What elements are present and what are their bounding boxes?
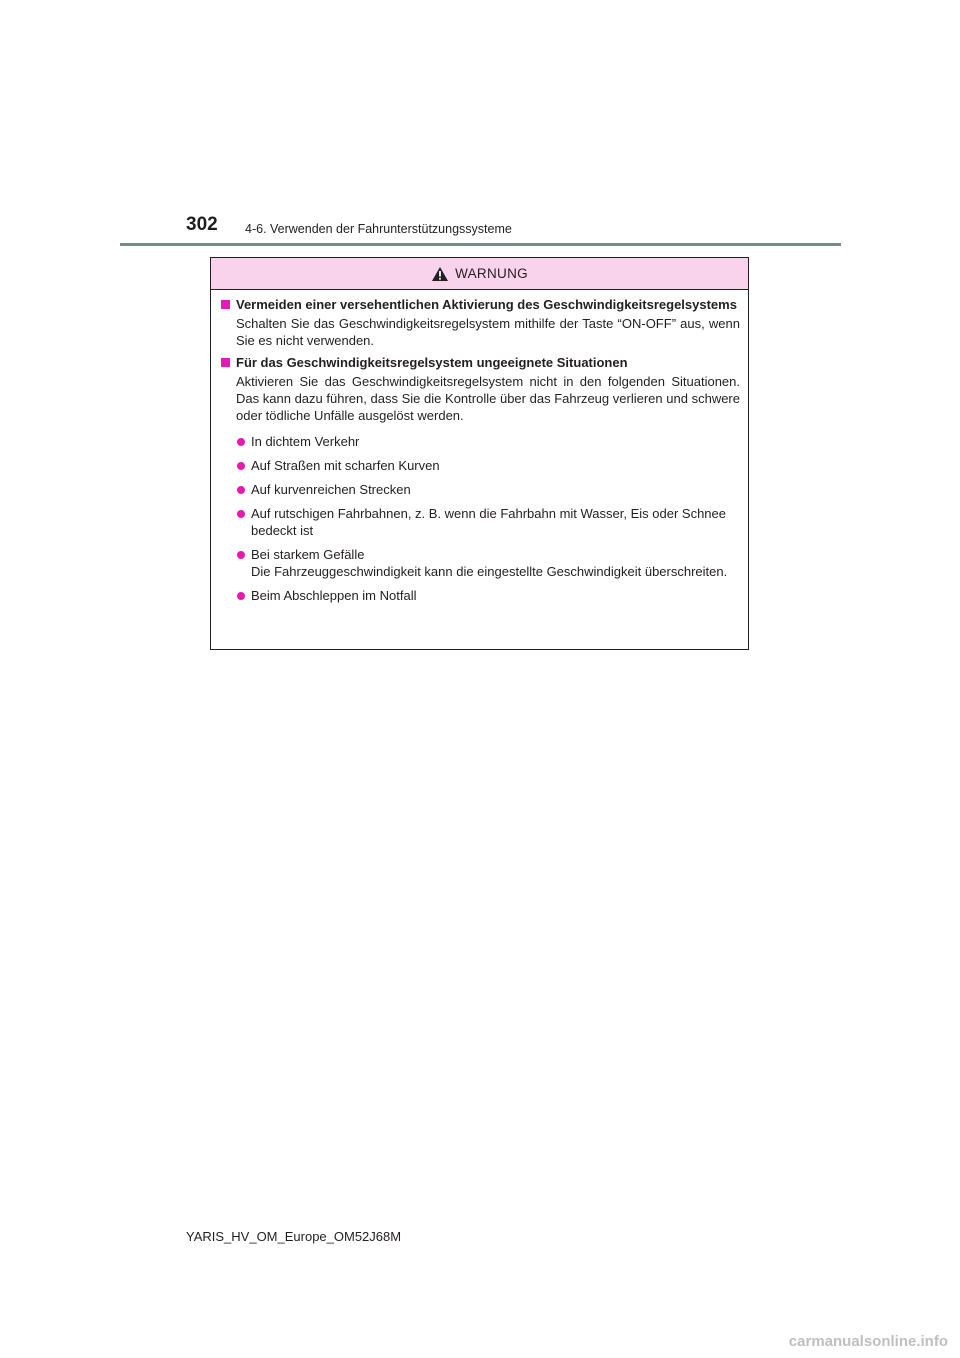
bullet-text: In dichtem Verkehr	[251, 434, 360, 449]
list-item	[219, 433, 740, 450]
bullet-text: Beim Abschleppen im Notfall	[251, 588, 417, 603]
warning-triangle-icon	[431, 266, 449, 282]
bullet-text: Auf kurvenreichen Strecken	[251, 482, 411, 497]
list-item	[219, 481, 740, 498]
bullet-main: Bei starkem Gefälle	[251, 547, 365, 562]
warning-header	[211, 258, 748, 290]
watermark: carmanualsonline.info	[788, 1333, 948, 1350]
dot-bullet-icon	[237, 551, 245, 559]
dot-bullet-icon	[237, 486, 245, 494]
square-bullet-icon	[221, 300, 230, 309]
warning-item	[219, 296, 740, 313]
dot-bullet-icon	[237, 438, 245, 446]
item-text: Aktivieren Sie das Geschwindigkeitsregelsystem nicht in den folgenden Situationen. Das kann dazu führen, dass Sie die Kontrolle über das Fahrzeug verlieren und schwere oder tödliche Unfälle ausgelöst werden.	[236, 374, 740, 423]
item-text: Schalten Sie das Geschwindigkeitsregelsystem mithilfe der Taste “ON-OFF” aus, wenn Sie es nicht verwenden.	[236, 316, 740, 348]
section-title: 4-6. Verwenden der Fahrunterstützungssysteme	[245, 222, 512, 236]
footer-doc-code: YARIS_HV_OM_Europe_OM52J68M	[186, 1229, 402, 1244]
warning-body	[211, 290, 748, 604]
square-bullet-icon	[221, 358, 230, 367]
header-rule	[120, 243, 841, 246]
warning-box	[210, 257, 749, 650]
dot-bullet-icon	[237, 462, 245, 470]
list-item	[219, 457, 740, 474]
list-item	[219, 587, 740, 604]
bullet-text: Auf rutschigen Fahrbahnen, z. B. wenn die Fahrbahn mit Wasser, Eis oder Schnee bedeckt ist	[251, 506, 726, 538]
page-number: 302	[186, 214, 218, 235]
bullet-note: Die Fahrzeuggeschwindigkeit kann die eingestellte Geschwindigkeit überschreiten.	[251, 564, 728, 579]
warning-item	[219, 354, 740, 371]
list-item	[219, 505, 740, 539]
bullet-text: Auf Straßen mit scharfen Kurven	[251, 458, 440, 473]
item-heading: Für das Geschwindigkeitsregelsystem ungeeignete Situationen	[236, 355, 628, 370]
warning-title: WARNUNG	[455, 266, 528, 281]
bullet-text	[251, 546, 740, 580]
item-heading: Vermeiden einer versehentlichen Aktivierung des Geschwindigkeitsregelsystems	[236, 297, 737, 312]
dot-bullet-icon	[237, 510, 245, 518]
list-item	[219, 546, 740, 580]
dot-bullet-icon	[237, 592, 245, 600]
